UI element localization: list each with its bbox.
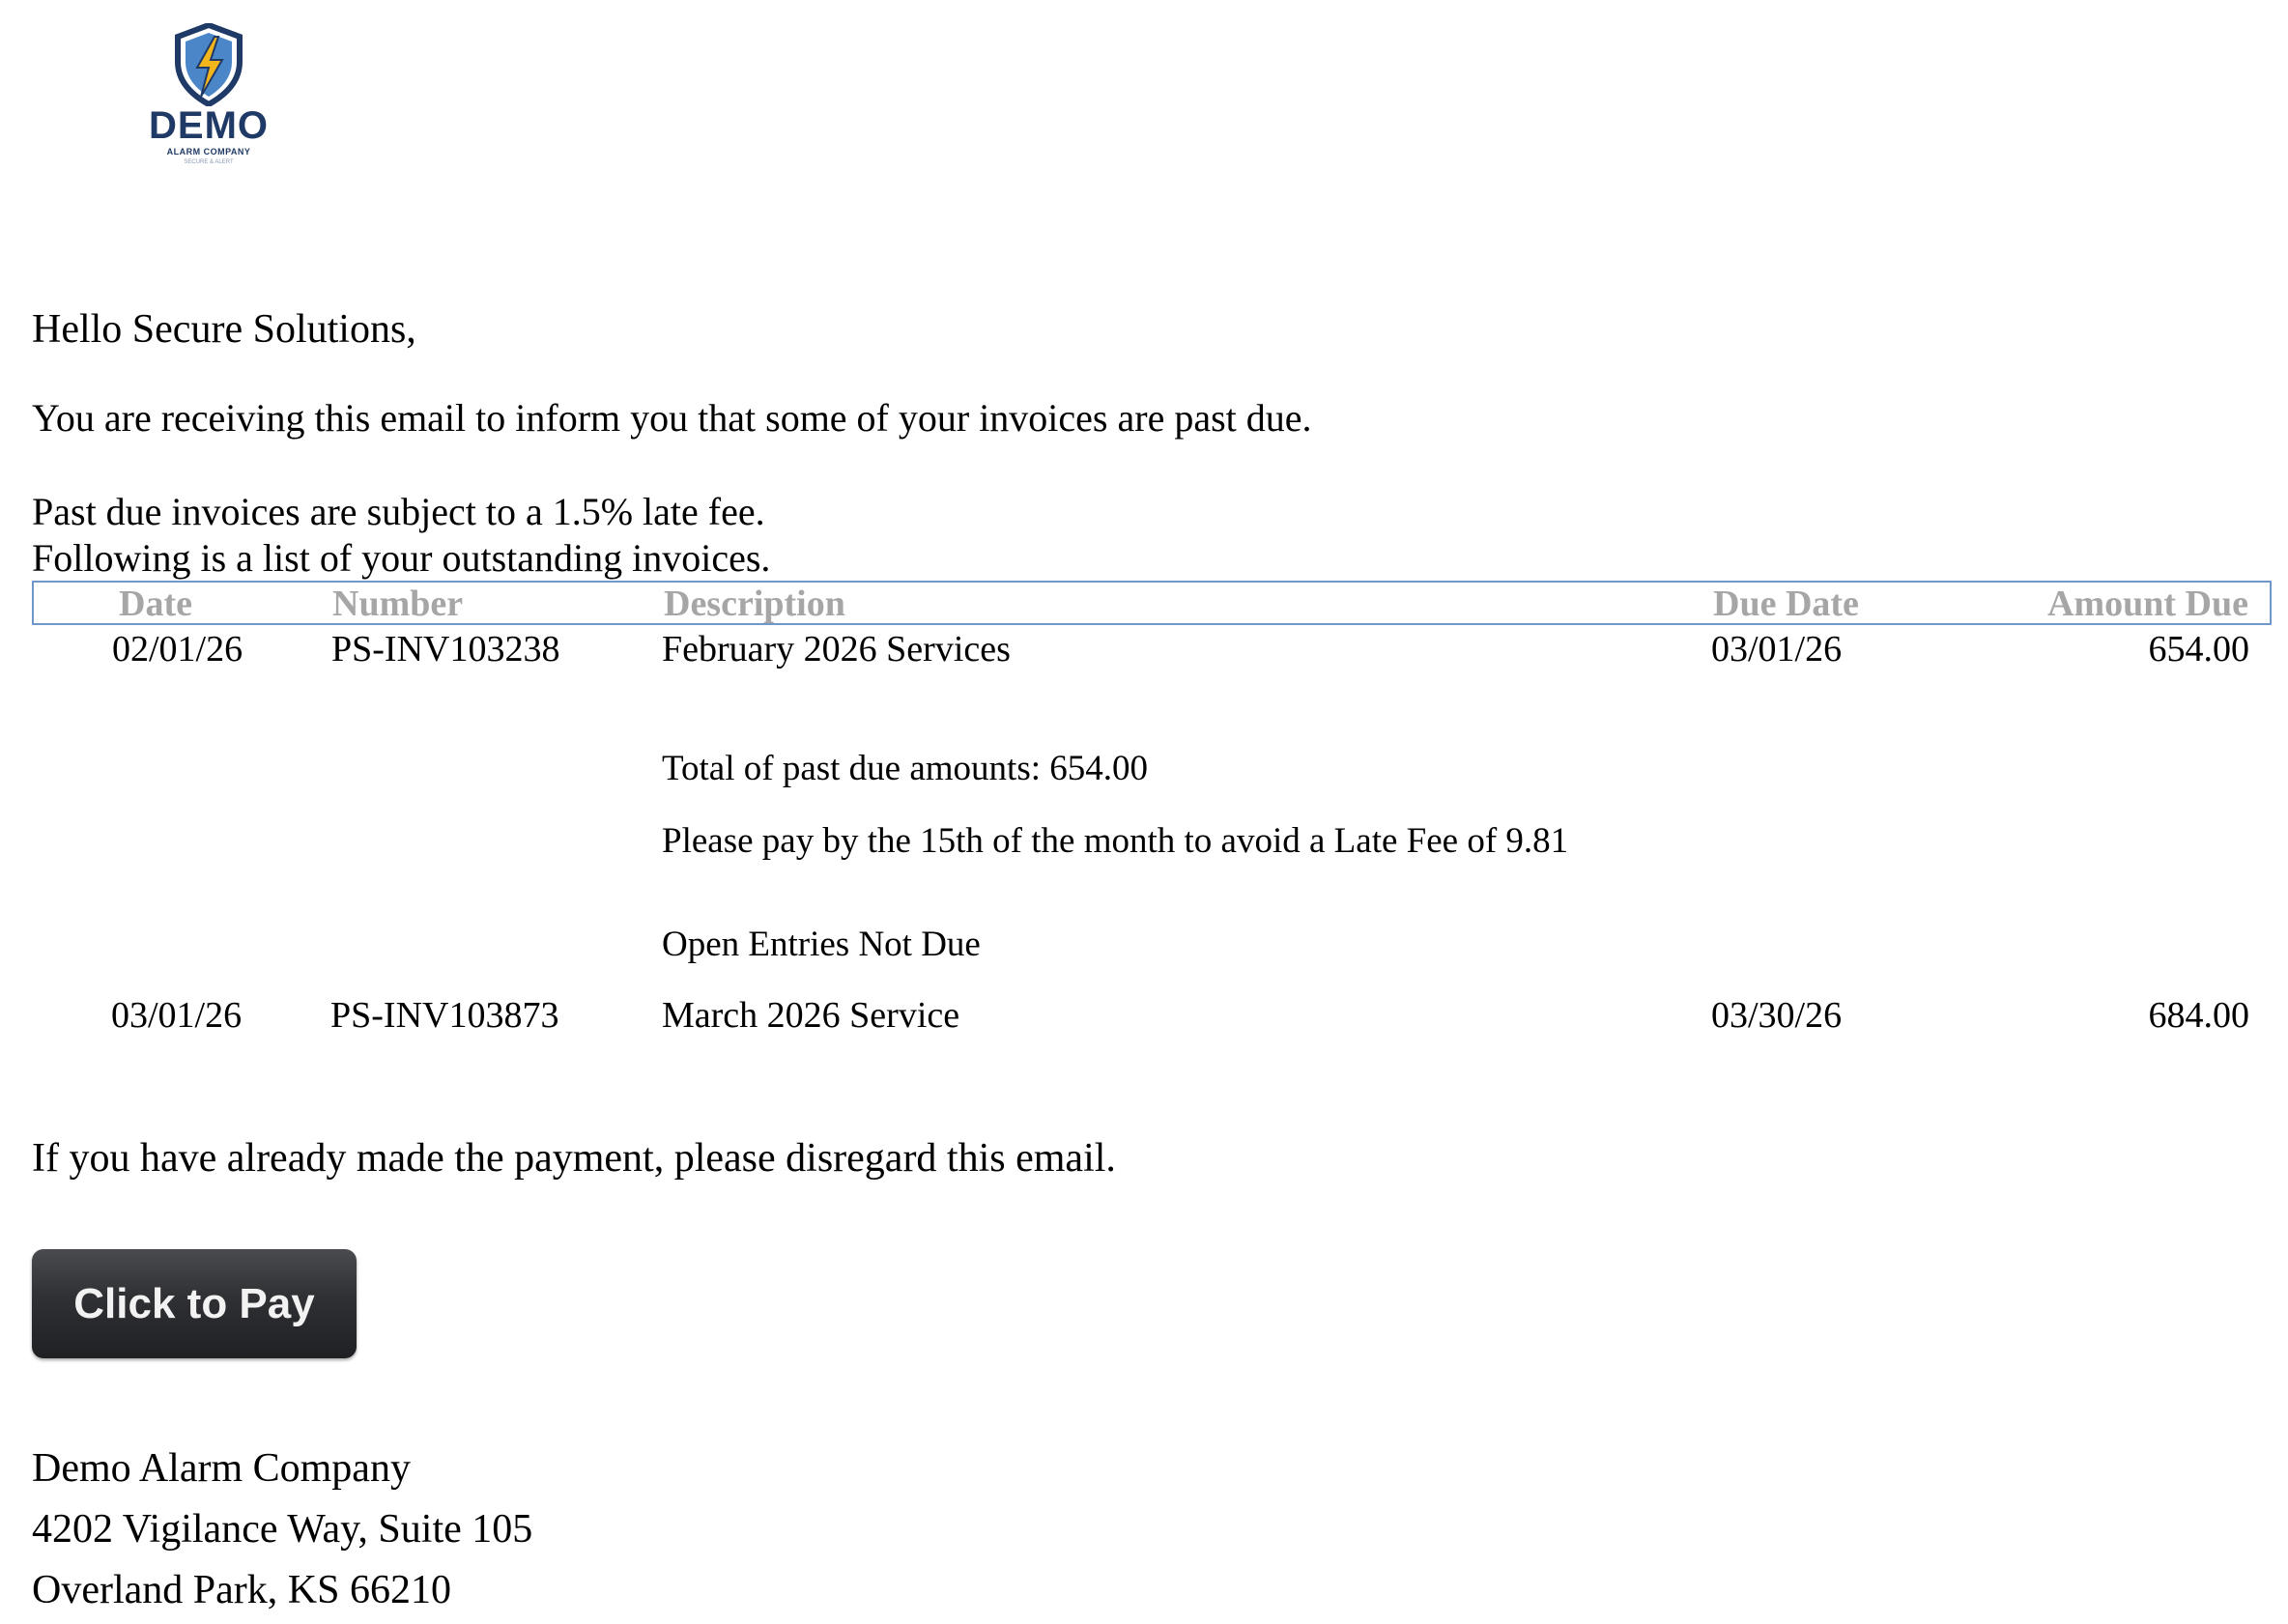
total-past-due: Total of past due amounts: 654.00 (662, 749, 1149, 788)
shield-lightning-icon (137, 23, 280, 106)
row-description: March 2026 Service (662, 995, 960, 1036)
intro-text: You are receiving this email to inform you that some of your invoices are past due. (32, 396, 1312, 440)
row-number: PS-INV103238 (331, 629, 560, 670)
logo-wordmark: DEMO (149, 104, 269, 147)
row-amount-due: 654.00 (2148, 629, 2249, 670)
header-number: Number (332, 584, 464, 624)
open-entries-label: Open Entries Not Due (662, 925, 981, 964)
click-to-pay-button[interactable]: Click to Pay (32, 1249, 357, 1358)
disregard-notice: If you have already made the payment, please disregard this email. (32, 1136, 1116, 1181)
header-description: Description (664, 584, 845, 624)
logo-subtitle: ALARM COMPANY (166, 147, 251, 157)
company-name: Demo Alarm Company (32, 1446, 411, 1491)
header-due-date: Due Date (1713, 584, 1859, 624)
header-date: Date (119, 584, 192, 624)
company-logo (137, 23, 280, 168)
row-description: February 2026 Services (662, 629, 1011, 670)
greeting: Hello Secure Solutions, (32, 307, 416, 352)
row-date: 03/01/26 (111, 995, 243, 1036)
row-due-date: 03/30/26 (1711, 995, 1843, 1036)
header-amount-due: Amount Due (2047, 584, 2248, 624)
invoice-table-header (32, 581, 2272, 625)
row-date: 02/01/26 (112, 629, 243, 670)
company-street: 4202 Vigilance Way, Suite 105 (32, 1507, 533, 1552)
row-number: PS-INV103873 (330, 995, 559, 1036)
company-city-state-zip: Overland Park, KS 66210 (32, 1568, 451, 1612)
row-due-date: 03/01/26 (1711, 629, 1843, 670)
list-intro: Following is a list of your outstanding invoices. (32, 536, 771, 580)
row-amount-due: 684.00 (2148, 995, 2249, 1036)
late-fee-notice: Past due invoices are subject to a 1.5% late fee. (32, 490, 765, 533)
logo-tagline: SECURE & ALERT (184, 159, 234, 165)
pay-by-notice: Please pay by the 15th of the month to avoid a Late Fee of 9.81 (662, 821, 1569, 861)
